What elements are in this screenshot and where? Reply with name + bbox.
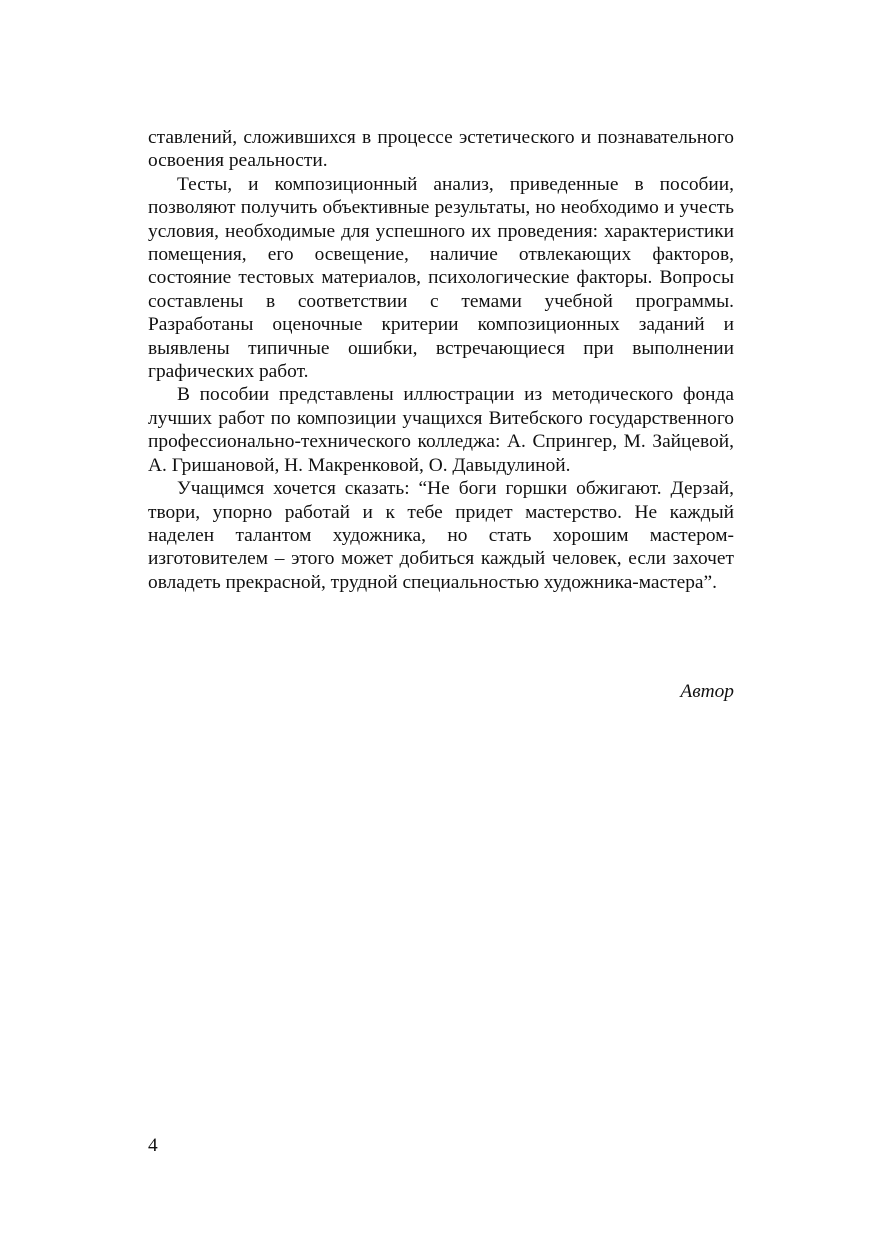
page-number: 4 — [148, 1135, 158, 1156]
paragraph-continuation: ставлений, сложившихся в процессе эстетического и познавательного освоения реальности. — [148, 127, 734, 172]
paragraph-tests: Тесты, и композиционный анализ, приведенные в пособии, позволяют получить объективные результаты, но необходимо и учесть условия, необходимые для успешного их проведения: характеристики помещения, его освещение, наличие отвлекающих факторов, состояние тестовых материалов, психологические факторы. Вопросы составлены в соответствии с темами учебной программы. Разработаны оценочные критерии композиционных заданий и выявлены типичные ошибки, встречающиеся при выполнении графических работ. — [148, 173, 734, 383]
author-signature: Автор — [680, 681, 734, 702]
body-text — [148, 126, 734, 594]
paragraph-address-to-students: Учащимся хочется сказать: “Не боги горшки обжигают. Дерзай, твори, упорно работай и к тебе придет мастерство. Не каждый наделен талантом художника, но стать хорошим мастером-изготовителем – этого может добиться каждый человек, если захочет овладеть прекрасной, трудной специальностью художника-мастера”. — [148, 478, 734, 593]
paragraph-illustrations: В пособии представлены иллюстрации из методического фонда лучших работ по композиции учащихся Витебского государственного профессионально-технического колледжа: А. Спрингер, М. Зайцевой, А. Гришановой, Н. Макренковой, О. Давыдулиной. — [148, 384, 734, 476]
